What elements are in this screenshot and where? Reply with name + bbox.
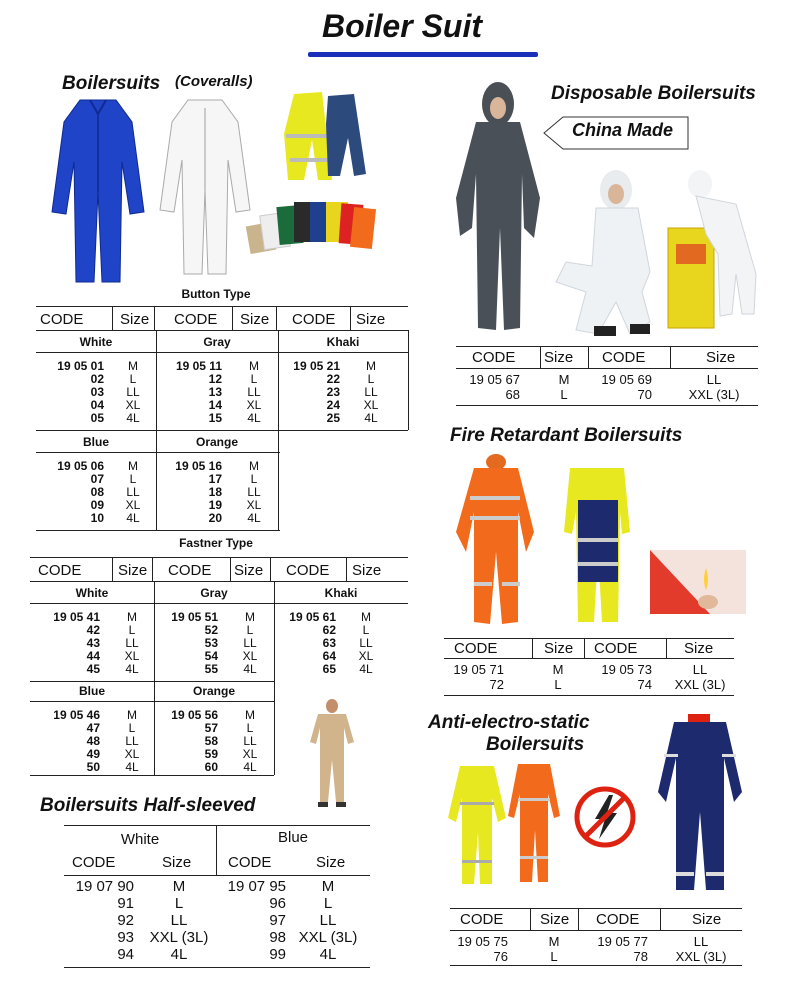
fire-retardant-table [444,638,734,698]
code-cell: 57 [204,721,218,735]
code-cell: 19 05 16 [175,459,222,473]
code-cell: 98 [269,929,286,946]
table-cell: XXL (3L) [674,677,726,692]
size-cell: XL [246,398,262,412]
code-cell: 59 [204,747,218,761]
half-sleeved-table [64,825,370,971]
code-cell: 07 [90,472,104,486]
table-header: CODE [596,911,640,928]
code-cell: 19 05 61 [289,610,336,624]
size-cell: M [249,459,259,473]
size-cell: LL [126,385,140,399]
table-header: Size [684,640,714,657]
size-cell: 4L [125,662,139,676]
table-header: CODE [228,854,272,871]
table-cell: 78 [633,949,648,964]
code-cell: 19 05 46 [53,708,100,722]
orange-antistatic-suit-image [508,760,562,888]
table-header: Size [356,311,386,328]
size-cell: 4L [364,411,378,425]
hivis-coveralls-image [282,84,372,186]
code-cell: 52 [204,623,218,637]
code-cell: 50 [86,760,100,774]
code-cell: 63 [322,636,336,650]
table-cell: 19 05 77 [597,934,648,949]
table-cell: 72 [489,677,504,692]
size-cell: M [245,708,255,722]
table-header: CODE [594,640,638,657]
code-cell: 54 [204,649,218,663]
size-cell: 4L [247,511,261,525]
code-cell: 45 [86,662,100,676]
code-cell: 20 [208,511,222,525]
size-cell: XL [124,649,140,663]
code-cell: 92 [117,912,134,929]
anti-static-heading-line2: Boilersuits [486,734,585,755]
size-cell: L [323,895,333,912]
table-header: Size [240,311,270,328]
table-cell: LL [692,662,708,677]
code-cell: 65 [322,662,336,676]
code-cell: 55 [204,662,218,676]
table-header: Size [120,311,150,328]
size-cell: M [245,610,255,624]
table-cell: 19 05 67 [469,372,520,387]
group-name: Khaki [324,586,358,600]
size-cell: LL [243,734,257,748]
code-cell: 93 [117,929,134,946]
size-cell: XL [125,398,141,412]
flame-test-image [650,550,746,614]
button-type-table [36,288,408,532]
table-header: CODE [286,562,330,579]
boilersuits-heading: Boilersuits [62,73,161,94]
table-cell: XXL (3L) [688,387,740,402]
size-cell: XL [363,398,379,412]
code-cell: 60 [204,760,218,774]
code-cell: 13 [208,385,222,399]
code-cell: 91 [117,895,134,912]
table-header: CODE [460,911,504,928]
size-cell: M [127,610,137,624]
code-cell: 15 [208,411,222,425]
code-cell: 62 [322,623,336,637]
table-header: CODE [40,311,84,328]
size-cell: L [250,372,258,386]
size-cell: M [127,708,137,722]
code-cell: 22 [326,372,340,386]
code-cell: 05 [90,411,104,425]
code-cell: 47 [86,721,100,735]
table-cell: 19 05 75 [457,934,508,949]
code-cell: 09 [90,498,104,512]
size-cell: XL [124,747,140,761]
yellow-antistatic-suit-image [446,762,510,890]
size-cell: LL [125,636,139,650]
table-header: Size [544,640,574,657]
size-cell: XXL (3L) [149,929,209,946]
table-header: Size [118,562,148,579]
table-header: Size [234,562,264,579]
table-cell: 19 05 69 [601,372,652,387]
orange-fr-suit-image [448,452,540,632]
size-cell: 4L [170,946,188,963]
group-name: Blue [82,435,109,449]
title-underline [308,52,538,57]
code-cell: 03 [90,385,104,399]
code-cell: 19 05 01 [57,359,104,373]
blue-coverall-image [44,92,152,288]
table-cell: 19 05 73 [601,662,652,677]
code-cell: 49 [86,747,100,761]
size-cell: M [128,459,138,473]
table-header: Size [352,562,382,579]
code-cell: 97 [269,912,286,929]
size-cell: XL [125,498,141,512]
code-cell: 24 [326,398,340,412]
code-cell: 19 05 51 [171,610,218,624]
size-cell: M [366,359,376,373]
code-cell: 17 [208,472,222,486]
table-header: CODE [472,349,516,366]
code-cell: 14 [208,398,222,412]
size-cell: M [172,878,186,895]
code-cell: 19 07 90 [75,878,134,895]
group-name: White [75,586,109,600]
size-cell: 4L [125,760,139,774]
table-header: Size [544,349,574,366]
table-cell: LL [693,934,709,949]
half-sleeved-heading: Boilersuits Half-sleeved [40,795,256,816]
code-cell: 23 [326,385,340,399]
size-cell: XL [246,498,262,512]
group-name: Gray [203,335,231,349]
group-name: White [120,831,160,848]
size-cell: LL [126,485,140,499]
table-header: Size [316,854,346,871]
table-cell: XXL (3L) [675,949,727,964]
code-cell: 99 [269,946,286,963]
code-cell: 04 [90,398,104,412]
size-cell: M [321,878,335,895]
code-cell: 19 05 41 [53,610,100,624]
code-cell: 12 [208,372,222,386]
code-cell: 18 [208,485,222,499]
disposable-heading: Disposable Boilersuits [551,83,756,104]
page-title: Boiler Suit [321,8,482,44]
size-cell: XL [358,649,374,663]
group-name: Orange [195,435,238,449]
code-cell: 19 07 95 [227,878,286,895]
white-disposable-suit-image [546,162,666,340]
size-cell: XXL (3L) [298,929,358,946]
code-cell: 42 [86,623,100,637]
table-header: Size [706,349,736,366]
code-cell: 53 [204,636,218,650]
size-cell: L [128,721,136,735]
size-cell: 4L [247,411,261,425]
china-made-text: China Made [572,120,674,140]
code-cell: 43 [86,636,100,650]
size-cell: L [128,623,136,637]
code-cell: 48 [86,734,100,748]
table-cell: LL [706,372,722,387]
size-cell: XL [242,649,258,663]
table-cell: L [550,949,558,964]
yellow-navy-fr-suit-image [560,462,636,630]
anti-static-heading-line1: Anti-electro-static [428,712,590,733]
size-cell: M [128,359,138,373]
code-cell: 19 05 56 [171,708,218,722]
table-header: CODE [168,562,212,579]
group-name: Gray [200,586,228,600]
table-cell: L [554,677,562,692]
code-cell: 96 [269,895,286,912]
size-cell: LL [247,385,261,399]
code-cell: 19 05 06 [57,459,104,473]
code-cell: 44 [86,649,100,663]
code-cell: 02 [90,372,104,386]
code-cell: 94 [117,946,134,963]
grey-disposable-suit-image [448,78,548,340]
khaki-half-sleeve-suit-image [306,698,358,810]
code-cell: 19 05 21 [293,359,340,373]
code-cell: 10 [90,511,104,525]
table-cell: M [548,934,560,949]
size-cell: 4L [243,662,257,676]
group-name: White [79,335,113,349]
group-name: Blue [78,684,105,698]
size-cell: 4L [319,946,337,963]
coveralls-subheading: (Coveralls) [175,73,253,90]
size-cell: LL [359,636,373,650]
table-header: Size [692,911,722,928]
size-cell: M [361,610,371,624]
size-cell: L [246,721,254,735]
table-cell: 70 [637,387,652,402]
table-header: CODE [72,854,116,871]
size-cell: L [129,472,137,486]
size-cell: LL [125,734,139,748]
group-name: Blue [277,829,309,846]
table-header: Size [162,854,192,871]
size-cell: 4L [359,662,373,676]
size-cell: LL [243,636,257,650]
table-cell: M [558,372,570,387]
table-header: CODE [602,349,646,366]
no-static-icon [573,785,637,849]
fire-retardant-heading: Fire Retardant Boilersuits [450,425,683,446]
table-cell: 76 [493,949,508,964]
group-name: Orange [192,684,235,698]
size-cell: L [129,372,137,386]
code-cell: 25 [326,411,340,425]
anti-static-table [450,908,742,968]
size-cell: LL [170,912,188,929]
size-cell: 4L [126,511,140,525]
code-cell: 19 [208,498,222,512]
code-cell: 58 [204,734,218,748]
table-cell: M [552,662,564,677]
table-cell: 68 [505,387,520,402]
code-cell: 08 [90,485,104,499]
asbestos-bag-suit-image [666,164,766,332]
colour-swatches-image [244,194,378,258]
disposable-table [456,346,758,408]
code-cell: 64 [322,649,336,663]
group-name: Khaki [326,335,360,349]
size-cell: XL [242,747,258,761]
size-cell: LL [319,912,337,929]
size-cell: L [250,472,258,486]
size-cell: LL [247,485,261,499]
size-cell: L [246,623,254,637]
table-header: CODE [38,562,82,579]
table-caption: Fastner Type [179,536,253,550]
navy-antistatic-suit-image [654,712,746,894]
size-cell: L [367,372,375,386]
table-header: CODE [174,311,218,328]
size-cell: 4L [243,760,257,774]
size-cell: M [249,359,259,373]
table-header: CODE [292,311,336,328]
table-caption: Button Type [181,287,251,301]
table-cell: 74 [637,677,652,692]
table-header: Size [540,911,570,928]
size-cell: L [174,895,184,912]
size-cell: 4L [126,411,140,425]
table-header: CODE [454,640,498,657]
table-cell: L [560,387,568,402]
size-cell: LL [364,385,378,399]
size-cell: L [362,623,370,637]
code-cell: 19 05 11 [175,359,222,373]
table-cell: 19 05 71 [453,662,504,677]
